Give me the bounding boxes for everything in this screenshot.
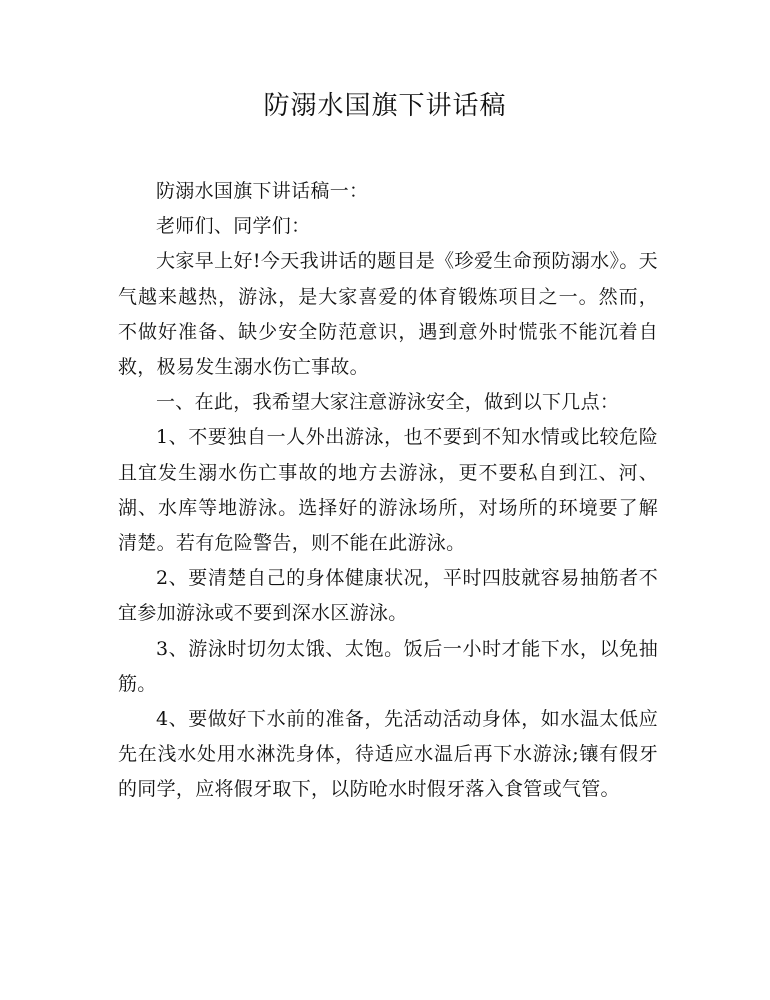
paragraph-item-4: 4、要做好下水前的准备，先活动活动身体，如水温太低应先在浅水处用水淋洗身体，待适应水温后再下水游泳;镶有假牙的同学，应将假牙取下，以防呛水时假牙落入食管或气管。 (118, 708, 658, 801)
document-body (118, 174, 658, 808)
paragraph-intro: 大家早上好!今天我讲话的题目是《珍爱生命预防溺水》。天气越来越热，游泳，是大家喜爱的体育锻炼项目之一。然而，不做好准备、缺少安全防范意识，遇到意外时慌张不能沉着自救，极易发生溺水伤亡事故。 (118, 250, 658, 379)
paragraph-item-1: 1、不要独自一人外出游泳，也不要到不知水情或比较危险且宜发生溺水伤亡事故的地方去游泳，更不要私自到江、河、湖、水库等地游泳。选择好的游泳场所，对场所的环境要了解清楚。若有危险警告，则不能在此游泳。 (118, 426, 658, 555)
paragraph-subtitle: 防溺水国旗下讲话稿一： (156, 180, 369, 202)
document-title: 防溺水国旗下讲话稿 (263, 91, 507, 121)
paragraph-point-heading: 一、在此，我希望大家注意游泳安全，做到以下几点： (156, 391, 620, 414)
paragraph-item-2: 2、要清楚自己的身体健康状况，平时四肢就容易抽筋者不宜参加游泳或不要到深水区游泳。 (118, 567, 658, 625)
paragraph-item-3: 3、游泳时切勿太饿、太饱。饭后一小时才能下水，以免抽筋。 (118, 637, 658, 695)
paragraph-salutation: 老师们、同学们： (156, 215, 311, 238)
